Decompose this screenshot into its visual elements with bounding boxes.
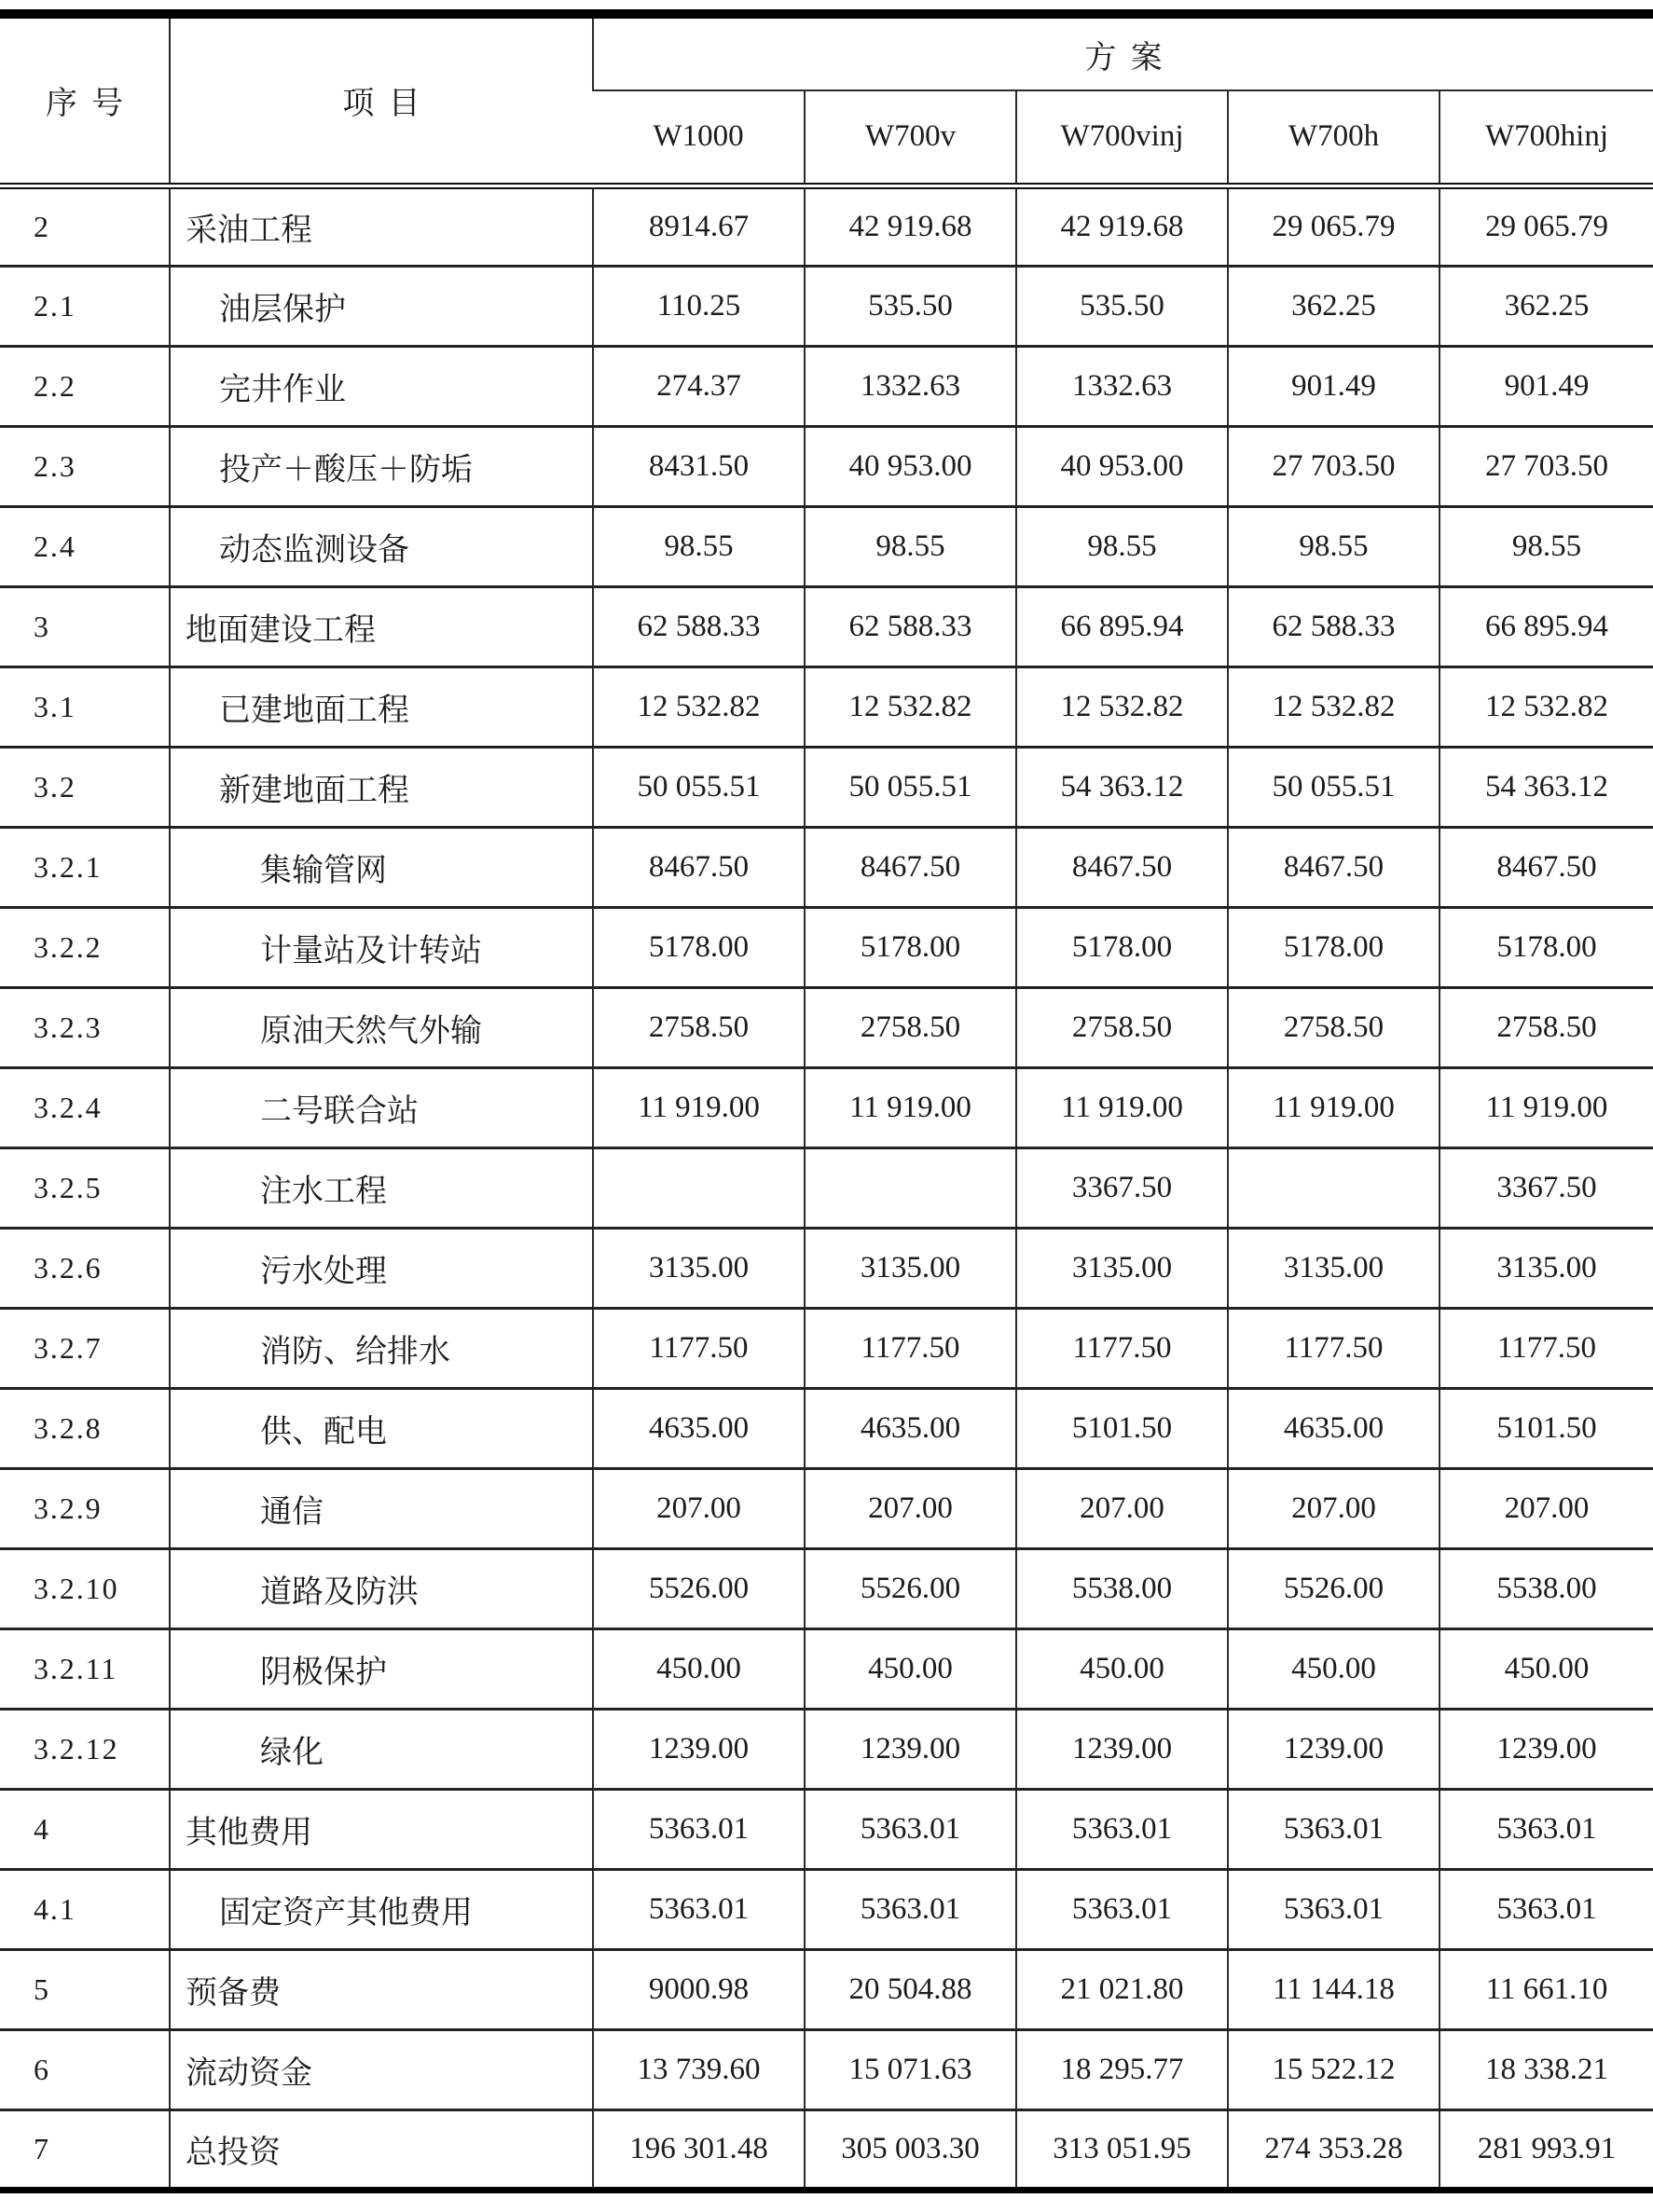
value-cell: 5178.00 bbox=[805, 907, 1016, 987]
row-item-cell: 采油工程 bbox=[170, 185, 593, 266]
value-cell: 362.25 bbox=[1228, 266, 1439, 346]
value-cell: 196 301.48 bbox=[593, 2109, 805, 2190]
value-cell: 54 363.12 bbox=[1439, 747, 1653, 827]
row-no-cell: 2.1 bbox=[0, 266, 170, 346]
table-row bbox=[0, 426, 1653, 506]
value-cell: 11 919.00 bbox=[805, 1067, 1016, 1147]
value-cell: 5526.00 bbox=[805, 1548, 1016, 1628]
row-item-cell: 总投资 bbox=[170, 2109, 593, 2190]
row-item-cell: 新建地面工程 bbox=[170, 747, 593, 827]
value-cell: 450.00 bbox=[1228, 1628, 1439, 1709]
value-cell: 1177.50 bbox=[805, 1308, 1016, 1388]
row-no-cell: 4.1 bbox=[0, 1869, 170, 1949]
value-cell: 110.25 bbox=[593, 266, 805, 346]
row-no-cell: 3.2.2 bbox=[0, 907, 170, 987]
value-cell: 42 919.68 bbox=[1016, 185, 1228, 266]
value-cell: 12 532.82 bbox=[1016, 666, 1228, 747]
table-row bbox=[0, 586, 1653, 666]
value-cell: 54 363.12 bbox=[1016, 747, 1228, 827]
value-cell: 12 532.82 bbox=[805, 666, 1016, 747]
value-cell: 4635.00 bbox=[1228, 1388, 1439, 1468]
value-cell: 5538.00 bbox=[1016, 1548, 1228, 1628]
value-cell: 3367.50 bbox=[1439, 1147, 1653, 1228]
table-row bbox=[0, 2029, 1653, 2109]
table-body bbox=[0, 185, 1653, 2190]
row-item-cell: 道路及防洪 bbox=[170, 1548, 593, 1628]
row-item-cell: 完井作业 bbox=[170, 346, 593, 426]
value-cell: 450.00 bbox=[1016, 1628, 1228, 1709]
row-item-cell: 固定资产其他费用 bbox=[170, 1869, 593, 1949]
value-cell: 11 661.10 bbox=[1439, 1949, 1653, 2029]
value-cell: 2758.50 bbox=[1439, 987, 1653, 1067]
row-no-cell: 7 bbox=[0, 2109, 170, 2190]
value-cell: 1239.00 bbox=[593, 1709, 805, 1789]
row-item-cell: 绿化 bbox=[170, 1709, 593, 1789]
value-cell: 98.55 bbox=[1439, 506, 1653, 586]
row-item-cell: 注水工程 bbox=[170, 1147, 593, 1228]
value-cell: 5178.00 bbox=[1439, 907, 1653, 987]
value-cell: 305 003.30 bbox=[805, 2109, 1016, 2190]
value-cell: 4635.00 bbox=[805, 1388, 1016, 1468]
value-cell: 62 588.33 bbox=[805, 586, 1016, 666]
row-no-cell: 3.2.9 bbox=[0, 1468, 170, 1548]
value-cell: 12 532.82 bbox=[1228, 666, 1439, 747]
value-cell: 362.25 bbox=[1439, 266, 1653, 346]
table-row bbox=[0, 907, 1653, 987]
header-scheme-w700vinj: W700vinj bbox=[1016, 90, 1228, 185]
value-cell: 3135.00 bbox=[1439, 1228, 1653, 1308]
table-row bbox=[0, 1789, 1653, 1869]
row-no-cell: 3.1 bbox=[0, 666, 170, 747]
value-cell: 450.00 bbox=[805, 1628, 1016, 1709]
value-cell: 5363.01 bbox=[1016, 1789, 1228, 1869]
value-cell: 27 703.50 bbox=[1228, 426, 1439, 506]
row-item-cell: 污水处理 bbox=[170, 1228, 593, 1308]
value-cell: 3135.00 bbox=[1016, 1228, 1228, 1308]
table-row bbox=[0, 1388, 1653, 1468]
table-row bbox=[0, 1949, 1653, 2029]
table-row bbox=[0, 266, 1653, 346]
value-cell: 1239.00 bbox=[805, 1709, 1016, 1789]
table-row bbox=[0, 1147, 1653, 1228]
value-cell: 5526.00 bbox=[1228, 1548, 1439, 1628]
value-cell: 4635.00 bbox=[593, 1388, 805, 1468]
row-item-cell: 计量站及计转站 bbox=[170, 907, 593, 987]
row-no-cell: 3.2.12 bbox=[0, 1709, 170, 1789]
value-cell: 18 338.21 bbox=[1439, 2029, 1653, 2109]
value-cell: 5178.00 bbox=[1228, 907, 1439, 987]
value-cell: 5363.01 bbox=[805, 1789, 1016, 1869]
header-group-scheme: 方案 bbox=[593, 14, 1653, 90]
table-row bbox=[0, 1709, 1653, 1789]
table-row bbox=[0, 666, 1653, 747]
value-cell: 2758.50 bbox=[1228, 987, 1439, 1067]
table-row bbox=[0, 506, 1653, 586]
value-cell: 207.00 bbox=[1228, 1468, 1439, 1548]
investment-comparison-table bbox=[0, 9, 1653, 2193]
row-no-cell: 3.2.5 bbox=[0, 1147, 170, 1228]
row-item-cell: 阴极保护 bbox=[170, 1628, 593, 1709]
value-cell: 5363.01 bbox=[593, 1869, 805, 1949]
value-cell: 207.00 bbox=[593, 1468, 805, 1548]
row-item-cell: 油层保护 bbox=[170, 266, 593, 346]
value-cell: 2758.50 bbox=[1016, 987, 1228, 1067]
header-scheme-w700h: W700h bbox=[1228, 90, 1439, 185]
row-item-cell: 通信 bbox=[170, 1468, 593, 1548]
value-cell: 5526.00 bbox=[593, 1548, 805, 1628]
row-no-cell: 6 bbox=[0, 2029, 170, 2109]
value-cell: 5363.01 bbox=[1228, 1869, 1439, 1949]
value-cell bbox=[593, 1147, 805, 1228]
table-row bbox=[0, 185, 1653, 266]
row-item-cell: 其他费用 bbox=[170, 1789, 593, 1869]
table-row bbox=[0, 346, 1653, 426]
value-cell: 5363.01 bbox=[1228, 1789, 1439, 1869]
table-row bbox=[0, 1628, 1653, 1709]
table-row bbox=[0, 2109, 1653, 2190]
value-cell: 5363.01 bbox=[1439, 1869, 1653, 1949]
value-cell: 5363.01 bbox=[593, 1789, 805, 1869]
header-scheme-w700hinj: W700hinj bbox=[1439, 90, 1653, 185]
value-cell: 3135.00 bbox=[593, 1228, 805, 1308]
value-cell: 18 295.77 bbox=[1016, 2029, 1228, 2109]
value-cell: 11 144.18 bbox=[1228, 1949, 1439, 2029]
value-cell: 98.55 bbox=[805, 506, 1016, 586]
value-cell: 5101.50 bbox=[1439, 1388, 1653, 1468]
row-item-cell: 预备费 bbox=[170, 1949, 593, 2029]
row-no-cell: 3.2.6 bbox=[0, 1228, 170, 1308]
value-cell: 5538.00 bbox=[1439, 1548, 1653, 1628]
row-no-cell: 3.2.7 bbox=[0, 1308, 170, 1388]
value-cell: 40 953.00 bbox=[805, 426, 1016, 506]
row-item-cell: 供、配电 bbox=[170, 1388, 593, 1468]
row-no-cell: 2 bbox=[34, 209, 50, 243]
value-cell: 1177.50 bbox=[593, 1308, 805, 1388]
value-cell: 13 739.60 bbox=[593, 2029, 805, 2109]
value-cell: 50 055.51 bbox=[593, 747, 805, 827]
value-cell: 29 065.79 bbox=[1439, 185, 1653, 266]
value-cell: 207.00 bbox=[1439, 1468, 1653, 1548]
row-no-cell: 3.2.11 bbox=[0, 1628, 170, 1709]
value-cell: 1177.50 bbox=[1016, 1308, 1228, 1388]
row-no-cell: 2.3 bbox=[0, 426, 170, 506]
value-cell: 274 353.28 bbox=[1228, 2109, 1439, 2190]
row-item-cell: 集输管网 bbox=[170, 827, 593, 907]
value-cell: 8914.67 bbox=[593, 185, 805, 266]
value-cell: 98.55 bbox=[1016, 506, 1228, 586]
row-no-cell: 3.2.8 bbox=[0, 1388, 170, 1468]
table-row bbox=[0, 747, 1653, 827]
value-cell: 5178.00 bbox=[593, 907, 805, 987]
table-row bbox=[0, 1548, 1653, 1628]
value-cell: 2758.50 bbox=[805, 987, 1016, 1067]
value-cell: 8467.50 bbox=[1228, 827, 1439, 907]
row-no-cell: 3.2 bbox=[0, 747, 170, 827]
row-no-cell: 3.2.1 bbox=[0, 827, 170, 907]
value-cell: 11 919.00 bbox=[1439, 1067, 1653, 1147]
value-cell: 11 919.00 bbox=[593, 1067, 805, 1147]
value-cell: 1239.00 bbox=[1439, 1709, 1653, 1789]
header-col-item: 项目 bbox=[170, 14, 593, 185]
header-group-row bbox=[0, 14, 1653, 90]
row-no-cell: 3.2.4 bbox=[0, 1067, 170, 1147]
header-col-no: 序号 bbox=[0, 14, 170, 185]
value-cell: 274.37 bbox=[593, 346, 805, 426]
value-cell: 1332.63 bbox=[805, 346, 1016, 426]
value-cell: 8431.50 bbox=[593, 426, 805, 506]
value-cell: 1177.50 bbox=[1439, 1308, 1653, 1388]
row-item-cell: 原油天然气外输 bbox=[170, 987, 593, 1067]
value-cell: 29 065.79 bbox=[1228, 185, 1439, 266]
value-cell: 535.50 bbox=[805, 266, 1016, 346]
value-cell: 8467.50 bbox=[593, 827, 805, 907]
value-cell: 15 522.12 bbox=[1228, 2029, 1439, 2109]
table-row bbox=[0, 1067, 1653, 1147]
row-item-cell: 地面建设工程 bbox=[170, 586, 593, 666]
value-cell: 450.00 bbox=[1439, 1628, 1653, 1709]
value-cell: 11 919.00 bbox=[1016, 1067, 1228, 1147]
table-row bbox=[0, 1228, 1653, 1308]
value-cell: 66 895.94 bbox=[1016, 586, 1228, 666]
table-row bbox=[0, 1468, 1653, 1548]
value-cell: 50 055.51 bbox=[1228, 747, 1439, 827]
value-cell: 2758.50 bbox=[593, 987, 805, 1067]
value-cell: 5363.01 bbox=[1016, 1869, 1228, 1949]
header-scheme-w700v: W700v bbox=[805, 90, 1016, 185]
row-no-cell: 2.2 bbox=[0, 346, 170, 426]
row-no-cell: 3.2.10 bbox=[0, 1548, 170, 1628]
value-cell: 901.49 bbox=[1439, 346, 1653, 426]
value-cell: 3135.00 bbox=[805, 1228, 1016, 1308]
row-item-cell: 投产＋酸压＋防垢 bbox=[170, 426, 593, 506]
row-item-cell: 二号联合站 bbox=[170, 1067, 593, 1147]
value-cell: 1177.50 bbox=[1228, 1308, 1439, 1388]
table-header bbox=[0, 14, 1653, 185]
row-no-cell: 4 bbox=[0, 1789, 170, 1869]
value-cell: 42 919.68 bbox=[805, 185, 1016, 266]
value-cell: 15 071.63 bbox=[805, 2029, 1016, 2109]
table-row bbox=[0, 987, 1653, 1067]
value-cell: 8467.50 bbox=[1439, 827, 1653, 907]
value-cell: 207.00 bbox=[1016, 1468, 1228, 1548]
row-item-cell: 消防、给排水 bbox=[170, 1308, 593, 1388]
value-cell: 3135.00 bbox=[1228, 1228, 1439, 1308]
value-cell: 450.00 bbox=[593, 1628, 805, 1709]
value-cell: 12 532.82 bbox=[1439, 666, 1653, 747]
row-no-cell: 3 bbox=[0, 586, 170, 666]
value-cell: 313 051.95 bbox=[1016, 2109, 1228, 2190]
value-cell: 66 895.94 bbox=[1439, 586, 1653, 666]
row-no-cell: 3.2.3 bbox=[0, 987, 170, 1067]
value-cell: 1332.63 bbox=[1016, 346, 1228, 426]
value-cell: 62 588.33 bbox=[593, 586, 805, 666]
value-cell: 1239.00 bbox=[1016, 1709, 1228, 1789]
value-cell: 50 055.51 bbox=[805, 747, 1016, 827]
table-row bbox=[0, 1308, 1653, 1388]
value-cell bbox=[1228, 1147, 1439, 1228]
value-cell: 11 919.00 bbox=[1228, 1067, 1439, 1147]
row-no-cell: 2.4 bbox=[0, 506, 170, 586]
value-cell: 21 021.80 bbox=[1016, 1949, 1228, 2029]
row-item-cell: 流动资金 bbox=[170, 2029, 593, 2109]
value-cell: 5363.01 bbox=[1439, 1789, 1653, 1869]
value-cell: 40 953.00 bbox=[1016, 426, 1228, 506]
value-cell: 5178.00 bbox=[1016, 907, 1228, 987]
row-item-cell: 已建地面工程 bbox=[170, 666, 593, 747]
value-cell: 535.50 bbox=[1016, 266, 1228, 346]
value-cell: 281 993.91 bbox=[1439, 2109, 1653, 2190]
value-cell: 5101.50 bbox=[1016, 1388, 1228, 1468]
value-cell: 9000.98 bbox=[593, 1949, 805, 2029]
value-cell: 98.55 bbox=[1228, 506, 1439, 586]
value-cell: 8467.50 bbox=[1016, 827, 1228, 907]
row-item-cell: 动态监测设备 bbox=[170, 506, 593, 586]
table-row bbox=[0, 1869, 1653, 1949]
value-cell: 62 588.33 bbox=[1228, 586, 1439, 666]
value-cell: 207.00 bbox=[805, 1468, 1016, 1548]
value-cell: 12 532.82 bbox=[593, 666, 805, 747]
value-cell: 20 504.88 bbox=[805, 1949, 1016, 2029]
value-cell: 3367.50 bbox=[1016, 1147, 1228, 1228]
value-cell: 901.49 bbox=[1228, 346, 1439, 426]
value-cell: 8467.50 bbox=[805, 827, 1016, 907]
row-no-cell: 5 bbox=[0, 1949, 170, 2029]
value-cell: 5363.01 bbox=[805, 1869, 1016, 1949]
value-cell bbox=[805, 1147, 1016, 1228]
value-cell: 27 703.50 bbox=[1439, 426, 1653, 506]
table-row bbox=[0, 827, 1653, 907]
value-cell: 98.55 bbox=[593, 506, 805, 586]
value-cell: 1239.00 bbox=[1228, 1709, 1439, 1789]
header-scheme-w1000: W1000 bbox=[593, 90, 805, 185]
